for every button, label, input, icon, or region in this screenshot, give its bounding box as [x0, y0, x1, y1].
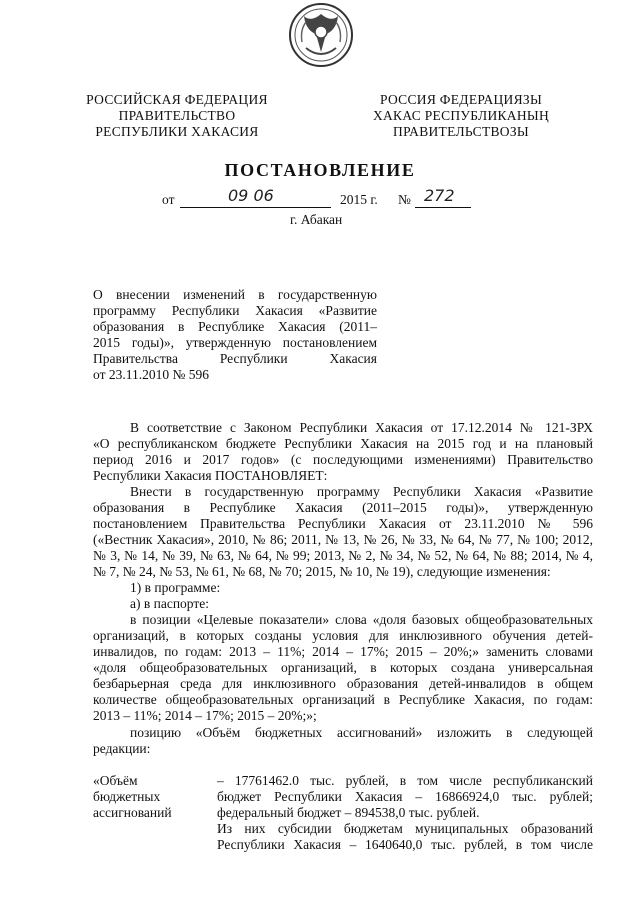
city: г. Абакан: [290, 212, 343, 227]
number-sign: №: [398, 192, 411, 207]
table-value-line: Из них субсидии бюджетам муниципальных образований: [217, 821, 593, 836]
subject-line: программу Республики Хакасия «Развитие: [93, 303, 377, 318]
header-right: [366, 92, 556, 140]
header-left: [82, 92, 272, 140]
paragraph-amendments: [93, 484, 593, 612]
subject-block: [93, 287, 377, 383]
handwritten-number: 272: [424, 186, 455, 205]
subject-line: Правительства Республики Хакасия: [93, 351, 377, 366]
list-item: а) в паспорте:: [130, 596, 210, 611]
table-value-line: Республики Хакасия – 1640640,0 тыс. рублей, в том числе: [217, 837, 593, 852]
header-right-line: РОССИЯ ФЕДЕРАЦИЯЗЫ: [379, 92, 543, 107]
preamble-line: Республики Хакасия ПОСТАНОВЛЯЕТ:: [93, 468, 328, 483]
document-title: ПОСТАНОВЛЕНИЕ: [224, 160, 416, 180]
paragraph-line: № 7, № 24, № 53, № 61, № 68, № 70; 2015, № 10, № 19), следующие изменения:: [93, 564, 551, 579]
header-right-line: ПРАВИТЕЛЬСТВОЗЫ: [393, 124, 529, 139]
date-prefix: от: [162, 192, 175, 207]
paragraph-line: постановлением Правительства Республики Хакасия от 23.11.2010 № 596: [93, 516, 593, 531]
preamble-line: период 2016 и 2017 годов» (с последующими изменениями) Правительство: [93, 452, 593, 467]
table-value-line: федеральный бюджет – 894538,0 тыс. рублей.: [217, 805, 480, 820]
table-label: [93, 773, 172, 821]
paragraph-line: Внести в государственную программу Республики Хакасия «Развитие: [130, 484, 593, 499]
paragraph-line: редакции:: [93, 741, 151, 756]
paragraph-line: инвалидов, по годам: 2013 – 11%; 2014 – 17%; 2015 – 20%;» заменить словами: [93, 644, 593, 659]
preamble-line: В соответствие с Законом Республики Хакасия от 17.12.2014 № 121-ЗРХ: [130, 420, 593, 435]
paragraph-line: № 3, № 14, № 39, № 63, № 64, № 99; 2013, № 2, № 34, № 52, № 64, № 88; 2014, № 4,: [93, 548, 593, 563]
header-left-line: РОССИЙСКАЯ ФЕДЕРАЦИЯ: [86, 92, 268, 107]
subject-line: образования в Республике Хакасия (2011–: [93, 319, 377, 334]
paragraph-line: организаций, в которых созданы условия для инклюзивного обучения детей-: [93, 628, 593, 643]
table-value-line: – 17761462.0 тыс. рублей, в том числе республиканский: [217, 773, 593, 788]
preamble-line: «О республиканском бюджете Республики Хакасия на 2015 год и на плановый: [93, 436, 593, 451]
handwritten-date: 09 06: [228, 186, 274, 205]
table-label-line: «Объём: [93, 773, 138, 788]
paragraph-line: образования в Республике Хакасия (2011–2015 годы)», утвержденную: [93, 500, 593, 515]
coat-of-arms-icon: [288, 2, 354, 68]
paragraph-line: «доля общеобразовательных организаций, в которых создана универсальная: [93, 660, 593, 675]
number-underline: [415, 207, 471, 208]
table-value: [217, 773, 593, 853]
paragraph-line: в позиции «Целевые показатели» слова «доля базовых общеобразовательных: [130, 612, 593, 627]
paragraph-line: позицию «Объём бюджетных ассигнований» изложить в следующей: [130, 725, 593, 740]
preamble: [93, 420, 593, 484]
paragraph-line: безбарьерная среда для инклюзивного образования детей-инвалидов в общем: [93, 676, 593, 691]
paragraph-line: («Вестник Хакасия», 2010, № 86; 2011, № 13, № 26, № 33, № 64, № 77, № 100; 2012,: [93, 532, 593, 547]
table-label-line: бюджетных: [93, 789, 161, 804]
paragraph-line: 2013 – 11%; 2014 – 17%; 2015 – 20%;»;: [93, 708, 317, 723]
subject-line: от 23.11.2010 № 596: [93, 367, 209, 382]
date-year: 2015 г.: [340, 192, 378, 207]
paragraph-line: количестве общеобразовательных организаций в Республике Хакасия, по годам:: [93, 692, 593, 707]
header-left-line: ПРАВИТЕЛЬСТВО: [118, 108, 236, 123]
paragraph-budget-allocation: [93, 725, 593, 757]
header-right-line: ХАКАС РЕСПУБЛИКАНЫҢ: [372, 108, 550, 123]
paragraph-target-indicators: [93, 612, 593, 724]
subject-line: О внесении изменений в государственную: [93, 287, 377, 302]
header-left-line: РЕСПУБЛИКИ ХАКАСИЯ: [95, 124, 259, 139]
list-item: 1) в программе:: [130, 580, 221, 595]
subject-line: 2015 годы)», утвержденную постановлением: [93, 335, 377, 350]
date-underline: [180, 207, 331, 208]
table-label-line: ассигнований: [93, 805, 172, 820]
table-value-line: бюджет Республики Хакасия – 16866924,0 тыс. рублей;: [217, 789, 593, 804]
